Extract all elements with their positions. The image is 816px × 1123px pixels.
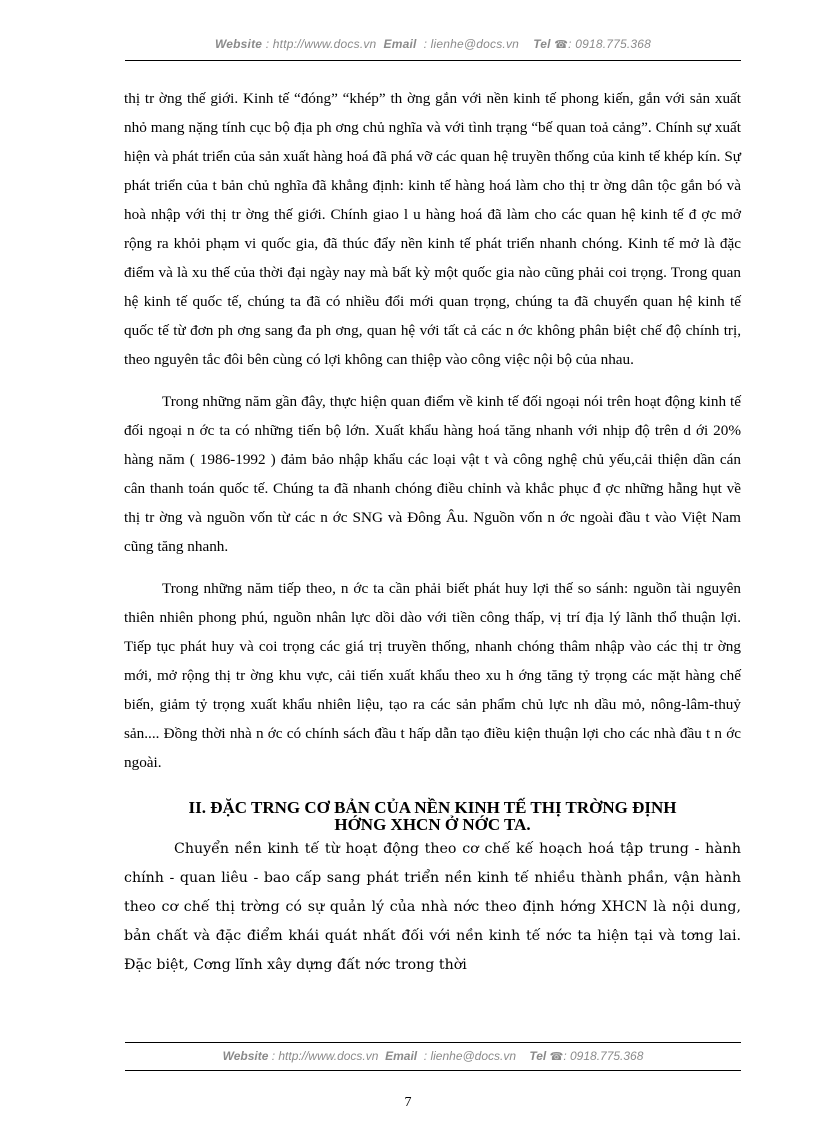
page-number: 7	[404, 1095, 412, 1110]
phone-icon: ☎	[549, 1051, 564, 1063]
page-body	[124, 84, 741, 980]
header-email-value: : lienhe@docs.vn	[423, 37, 520, 51]
header-website-label: Website	[214, 37, 263, 51]
footer-website-value: : http://www.docs.vn	[271, 1049, 379, 1063]
paragraph: thị tr ờng thế giới. Kinh tế “đóng” “khép” th ờng gắn với nền kinh tế phong kiến, gắn với sản xuất nhỏ mang nặng tính cục bộ địa ph ơng chủ nghĩa và với tình trạng “bế quan toả cảng”. Chính sự xuất hiện và phát triển của sản xuất hàng hoá đã phá vỡ các quan hệ truyền thống của kinh tế khép kín. Sự phát triển của t bản chủ nghĩa đã khẳng định: kinh tế hàng hoá làm cho thị tr ờng dân tộc gắn bó và hoà nhập với thị tr ờng thế giới. Chính giao l u hàng hoá đã làm cho các quan hệ kinh tế đ ợc mở rộng ra khỏi phạm vi quốc gia, đã thúc đẩy nền kinh tế phát triển nhanh chóng. Kinh tế mở là đặc điểm và là xu thế của thời đại ngày nay mà bất kỳ một quốc gia nào cũng phải coi trọng. Trong quan hệ kinh tế quốc tế, chúng ta đã có nhiều đổi mới quan trọng, chúng ta đã chuyển quan hệ kinh tế quốc tế từ đơn ph ơng sang đa ph ơng, quan hệ với tất cả các n ớc không phân biệt chế độ chính trị, theo nguyên tắc đôi bên cùng có lợi không can thiệp vào công việc nội bộ của nhau.	[124, 90, 741, 368]
section-heading-line-1: II. ĐẶC TRNG CƠ BẢN CỦA NỀN KINH TẾ THỊ TRỜNG ĐỊNH	[188, 798, 677, 817]
phone-icon: ☎	[554, 39, 569, 51]
header-divider	[125, 60, 741, 61]
header-website-value: : http://www.docs.vn	[265, 37, 377, 51]
header-tel-label: Tel	[533, 37, 551, 51]
paragraph: Chuyển nền kinh tế từ hoạt động theo cơ chế kế hoạch hoá tập trung - hành chính - quan liêu - bao cấp sang phát triển nền kinh tế nhiều thành phần, vận hành theo cơ chế thị trờng có sự quản lý của nhà nớc theo định hớng XHCN là nội dung, bản chất và đặc điểm khái quát nhất đối với nền kinh tế nớc ta hiện tại và tơng lai. Đặc biệt, Cơng lĩnh xây dựng đất nớc trong thời	[124, 841, 741, 973]
paragraph: Trong những năm gần đây, thực hiện quan điểm về kinh tế đối ngoại nói trên hoạt động kinh tế đối ngoại n ớc ta có những tiến bộ lớn. Xuất khẩu hàng hoá tăng nhanh với nhịp độ trên d ới 20% hàng năm ( 1986-1992 ) đảm bảo nhập khẩu các loại vật t và công nghệ chủ yếu,cải thiện dần cán cân thanh toán quốc tế. Chúng ta đã nhanh chóng điều chỉnh và khắc phục đ ợc những hẫng hụt về thị tr ờng và nguồn vốn từ các n ớc SNG và Đông Âu. Nguồn vốn n ớc ngoài đầu t vào Việt Nam cũng tăng nhanh.	[124, 393, 741, 555]
header-tel-value: : 0918.775.368	[568, 37, 652, 51]
header-email-label: Email	[383, 37, 417, 51]
page-footer	[125, 1049, 741, 1063]
footer-email-label: Email	[385, 1049, 418, 1063]
footer-website-label: Website	[222, 1049, 269, 1063]
footer-divider-top	[125, 1042, 741, 1043]
section-heading	[124, 799, 741, 833]
section-heading-line-2: HỚNG XHCN Ở NỚC TA.	[334, 815, 531, 834]
paragraph: Trong những năm tiếp theo, n ớc ta cần phải biết phát huy lợi thế so sánh: nguồn tài nguyên thiên nhiên phong phú, nguồn nhân lực dồi dào với tiền công thấp, vị trí địa lý lãnh thổ thuận lợi. Tiếp tục phát huy và coi trọng các giá trị truyền thống, nhanh chóng thâm nhập vào các thị tr ờng mới, mở rộng thị tr ờng khu vực, cải tiến xuất khẩu theo xu h ớng tăng tỷ trọng các mặt hàng chế biến, giảm tỷ trọng xuất khẩu nhiên liệu, tạo ra các sản phẩm chủ lực nh dầu mỏ, nông-lâm-thuỷ sản.... Đồng thời nhà n ớc có chính sách đầu t hấp dẫn tạo điều kiện thuận lợi cho các nhà đầu t n ớc ngoài.	[124, 580, 741, 771]
footer-divider-bottom	[125, 1070, 741, 1071]
footer-tel-value: : 0918.775.368	[563, 1049, 644, 1063]
page-header	[125, 37, 741, 51]
footer-email-value: : lienhe@docs.vn	[423, 1049, 517, 1063]
footer-tel-label: Tel	[529, 1049, 547, 1063]
